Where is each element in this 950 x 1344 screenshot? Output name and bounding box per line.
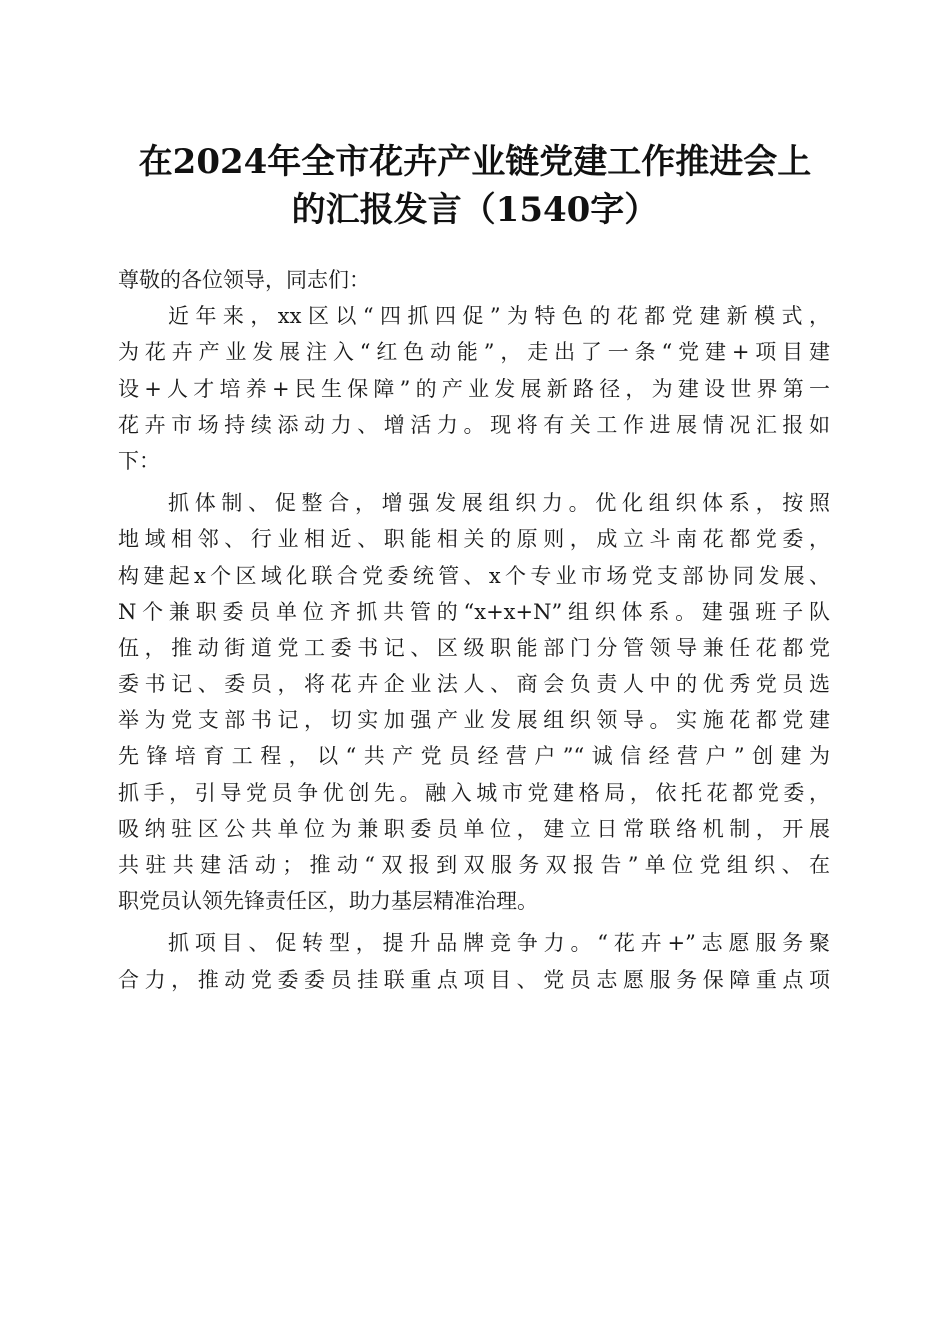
paragraph-line: 共驻共建活动；推动“双报到双服务双报告”单位党组织、在 <box>118 853 830 877</box>
paragraph-line: 近年来，xx区以“四抓四促”为特色的花都党建新模式， <box>168 304 830 329</box>
paragraph-line: 合力，推动党委委员挂联重点项目、党员志愿服务保障重点项 <box>118 967 830 992</box>
paragraph-line: 花卉市场持续添动力、增活力。现将有关工作进展情况汇报如 <box>118 412 830 437</box>
paragraph-3 <box>118 925 830 997</box>
paragraph-2 <box>118 485 830 919</box>
paragraph-line: 抓手，引导党员争优创先。融入城市党建格局，依托花都党委， <box>118 780 830 805</box>
title-line-1: 在2024年全市花卉产业链党建工作推进会上 <box>138 142 812 182</box>
title-line-2: 的汇报发言（1540字） <box>291 190 659 230</box>
paragraph-line: 抓体制、促整合，增强发展组织力。优化组织体系，按照 <box>168 491 830 516</box>
paragraph-line: 职党员认领先锋责任区，助力基层精准治理。 <box>118 889 538 914</box>
paragraph-line: 地域相邻、行业相近、职能相关的原则，成立斗南花都党委， <box>118 527 830 552</box>
paragraph-line: N个兼职委员单位齐抓共管的“x+x+N”组织体系。建强班子队 <box>118 599 830 624</box>
paragraph-line: 下： <box>118 448 160 473</box>
document-body <box>118 262 830 998</box>
paragraph-1 <box>118 298 830 479</box>
paragraph-line: 举为党支部书记，切实加强产业发展组织领导。实施花都党建 <box>118 708 830 733</box>
paragraph-line: 为花卉产业发展注入“红色动能”，走出了一条“党建+项目建 <box>118 340 830 365</box>
paragraph-line: 构建起x个区域化联合党委统管、x个专业市场党支部协同发展、 <box>118 563 830 588</box>
salutation: 尊敬的各位领导，同志们： <box>118 268 370 292</box>
paragraph-line: 吸纳驻区公共单位为兼职委员单位，建立日常联络机制，开展 <box>118 816 830 841</box>
paragraph-line: 伍，推动街道党工委书记、区级职能部门分管领导兼任花都党 <box>118 635 830 660</box>
paragraph-line: 抓项目、促转型，提升品牌竞争力。“花卉+”志愿服务聚 <box>168 931 830 956</box>
document-title <box>110 138 840 234</box>
paragraph-line: 先锋培育工程，以“共产党员经营户”“诚信经营户”创建为 <box>118 744 830 769</box>
paragraph-line: 设+人才培养+民生保障”的产业发展新路径，为建设世界第一 <box>118 376 830 401</box>
paragraph-line: 委书记、委员，将花卉企业法人、商会负责人中的优秀党员选 <box>118 672 830 697</box>
